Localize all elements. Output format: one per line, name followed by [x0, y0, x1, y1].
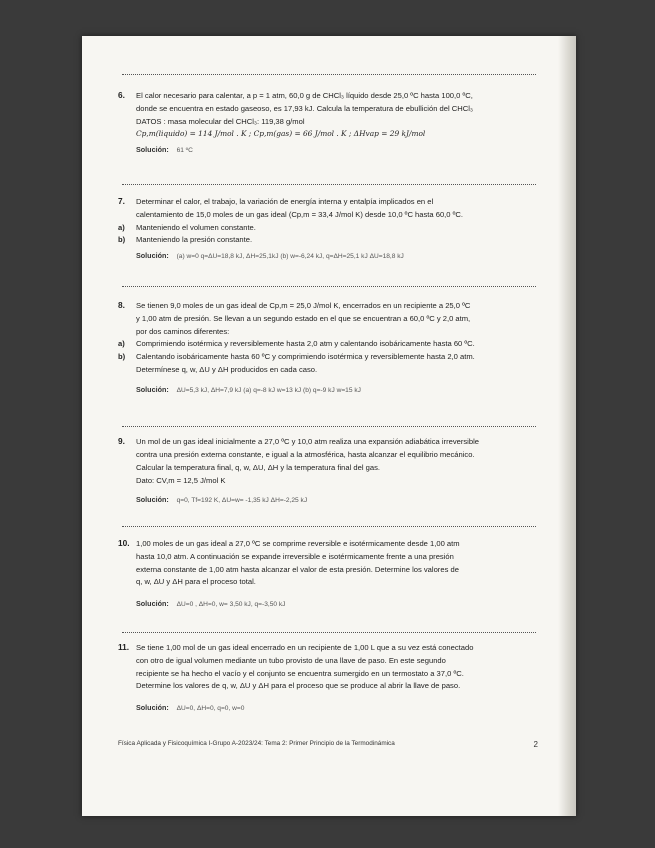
problem-text-line: q, w, ΔU y ΔH para el proceso total. [136, 577, 256, 587]
problem-number: 8. [118, 300, 125, 310]
solution-text: 61 ºC [176, 147, 193, 155]
solution-text: q=0, Tf=192 K, ΔU=w= -1,35 kJ ΔH=-2,25 kJ [176, 497, 308, 505]
solution [136, 251, 538, 260]
separator [122, 426, 536, 427]
problem-text-line: hasta 10,0 atm. A continuación se expande irreversible e isotérmicamente frente a una presión [136, 551, 454, 561]
subitem-text: Manteniendo la presión constante. [136, 235, 253, 245]
solution [136, 703, 538, 712]
subitem-a [118, 222, 538, 235]
problem-text-line: Un mol de un gas ideal inicialmente a 27,0 ºC y 10,0 atm realiza una expansión adiabática irreversible [136, 437, 479, 446]
problem-text-line: Determinar el calor, el trabajo, la variación de energía interna y entalpía implicados en el [136, 197, 434, 206]
problem-number: 10. [118, 538, 130, 548]
problem-7 [118, 196, 538, 260]
subitem-b [118, 234, 538, 247]
separator [122, 526, 536, 527]
subitem-text: Comprimiendo isotérmica y reversiblemente hasta 2,0 atm y calentando isobáricamente hasta 60 ºC. [136, 339, 475, 349]
problem-text-line: y 1,00 atm de presión. Se llevan a un segundo estado en el que se encuentran a 60,0 ºC y 2,0 atm, [136, 313, 471, 323]
problem-8 [118, 300, 538, 394]
page-number: 2 [533, 740, 538, 749]
solution [136, 495, 538, 504]
problem-10 [118, 538, 538, 608]
solution [136, 385, 538, 394]
problem-text-line: Calcular la temperatura final, q, w, ΔU, ΔH y la temperatura final del gas. [136, 462, 380, 472]
footer-title: Física Aplicada y Fisicoquímica I-Grupo A-2023/24: Tema 2: Primer Principio de la Termodinámica [118, 740, 395, 747]
problem-text-line: Se tienen 9,0 moles de un gas ideal de Cp,m = 25,0 J/mol K, encerrados en un recipiente a 25,0 ºC [136, 301, 471, 310]
solution-text: ΔU=0 , ΔH=0, w= 3,50 kJ, q=-3,50 kJ [176, 601, 286, 609]
solution-text: ΔU=5,3 kJ, ΔH=7,9 kJ (a) q=-8 kJ w=13 kJ (b) q=-9 kJ w=15 kJ [176, 386, 361, 394]
separator [122, 286, 536, 287]
problem-text-line: externa constante de 1,00 atm hasta alcanzar el valor de esta presión. Determine los valores de [136, 564, 459, 574]
subitem-text: Manteniendo el volumen constante. [136, 222, 256, 232]
subitem-b [118, 351, 538, 364]
problem-number: 7. [118, 196, 125, 206]
separator [122, 184, 536, 185]
problem-formula: Cp,m(liquido) = 114 J/mol . K ; Cp,m(gas) = 66 J/mol . K ; ΔHvap = 29 kJ/mol [136, 129, 426, 139]
solution-label: Solución: [136, 599, 169, 609]
subitem-text: Determínese q, w, ΔU y ΔH producidos en cada caso. [136, 364, 318, 374]
subitem-letter: a) [118, 222, 125, 232]
page-footer [118, 740, 538, 747]
solution-label: Solución: [136, 251, 169, 261]
subitem-text: Calentando isobáricamente hasta 60 ºC y comprimiendo isotérmica y reversiblemente hasta 2,0 atm. [136, 352, 475, 362]
problem-6 [118, 90, 538, 154]
subitem-letter: a) [118, 339, 125, 349]
problem-text-line: Determine los valores de q, w, ΔU y ΔH para el proceso que se produce al abrir la llave de paso. [136, 681, 461, 691]
problem-data: Dato: CV,m = 12,5 J/mol K [136, 476, 226, 486]
solution [136, 145, 538, 154]
subitem-letter: b) [118, 235, 126, 245]
subitem-a [118, 338, 538, 351]
subitem-question [136, 364, 538, 377]
problem-text-line: recipiente se ha hecho el vacío y el conjunto se encuentra sumergido en un termostato a 37,0 ºC. [136, 668, 464, 678]
problem-text-line: El calor necesario para calentar, a p = 1 atm, 60,0 g de CHCl₃ líquido desde 25,0 ºC hasta 100,0 ºC, [136, 91, 473, 100]
subitem-letter: b) [118, 352, 126, 362]
problem-11 [118, 642, 538, 712]
page-curl-shadow [558, 36, 576, 816]
solution-label: Solución: [136, 384, 169, 394]
problem-text-line: calentamiento de 15,0 moles de un gas ideal (Cp,m = 33,4 J/mol K) desde 10,0 ºC hasta 60,0 ºC. [136, 209, 463, 219]
separator [122, 632, 536, 633]
problem-text-line: DATOS : masa molecular del CHCl₃: 119,38 g/mol [136, 116, 305, 126]
problem-number: 6. [118, 90, 125, 100]
solution-label: Solución: [136, 703, 169, 713]
problem-number: 9. [118, 436, 125, 446]
problem-number: 11. [118, 642, 130, 652]
problem-text-line: con otro de igual volumen mediante un tubo provisto de una llave de paso. En este segundo [136, 655, 446, 665]
solution-label: Solución: [136, 145, 169, 155]
problem-9 [118, 436, 538, 504]
document-page [82, 36, 576, 816]
solution-label: Solución: [136, 495, 169, 505]
solution-text: (a) w=0 q=ΔU=18,8 kJ, ΔH=25,1kJ (b) w=-6,24 kJ, q=ΔH=25,1 kJ ΔU=18,8 kJ [176, 253, 404, 261]
problem-text-line: contra una presión externa constante, e igual a la atmosférica, hasta alcanzar el equilibrio mecánico. [136, 449, 475, 459]
separator [122, 74, 536, 75]
problem-text-line: por dos caminos diferentes: [136, 326, 230, 336]
problem-text-line: 1,00 moles de un gas ideal a 27,0 ºC se comprime reversible e isotérmicamente desde 1,00 atm [136, 539, 460, 548]
solution-text: ΔU=0, ΔH=0, q=0, w=0 [176, 705, 245, 713]
problem-text-line: donde se encuentra en estado gaseoso, es 17,93 kJ. Calcula la temperatura de ebullición del CHCl₃ [136, 103, 474, 113]
problem-text-line: Se tiene 1,00 mol de un gas ideal encerrado en un recipiente de 1,00 L que a su vez está conectado [136, 643, 474, 652]
solution [136, 599, 538, 608]
